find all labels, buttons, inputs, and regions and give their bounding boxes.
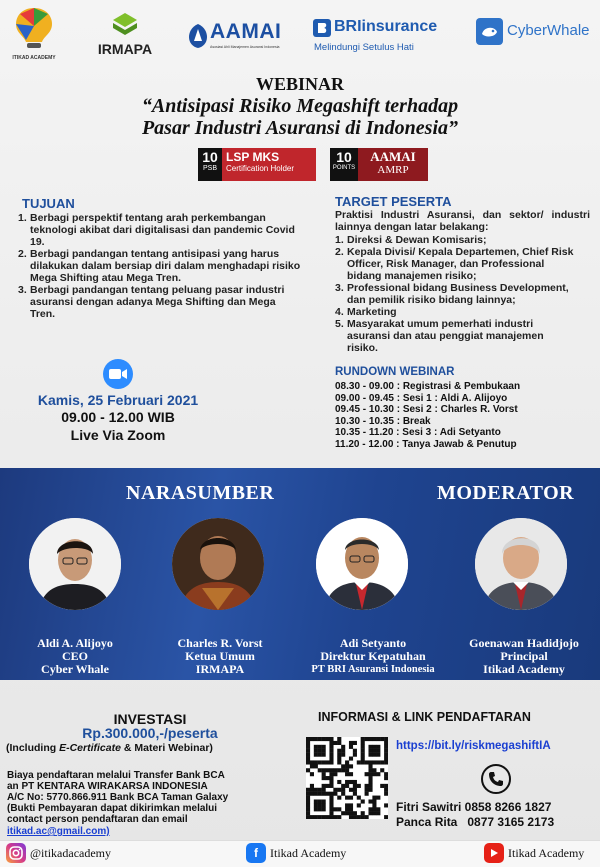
tujuan-item [18, 212, 303, 248]
target-item [335, 282, 575, 306]
itikad-logo-icon [14, 6, 54, 50]
cyberwhale-logo-text: CyberWhale [507, 22, 590, 39]
aamai-logo-subtitle: Asosiasi Ahli Manajemen Asuransi Indonesia [210, 45, 280, 49]
bank-info-line: an PT KENTARA WIRAKARSA INDONESIA [7, 781, 208, 792]
speaker-caption-charles [150, 637, 290, 676]
moderator-photo-goenawan [475, 518, 567, 610]
target-item [335, 318, 575, 354]
bank-info [7, 770, 297, 825]
target-item [335, 306, 575, 318]
speaker-photo-aldi [29, 518, 121, 610]
event-date: Kamis, 25 Februari 2021 [37, 392, 199, 408]
target-item-text: Masyarakat umum pemerhati industri asuransi dan atau penggiat manajemen risiko. [347, 318, 544, 354]
target-title: TARGET PESERTA [335, 194, 452, 209]
irmapa-logo-text: IRMAPA [97, 41, 153, 57]
speaker-caption-adi [294, 637, 452, 676]
rundown-list [335, 381, 595, 450]
speaker-name: Goenawan Hadidjojo [469, 636, 579, 650]
webinar-title-line2: Pasar Industri Asuransi di Indonesia” [141, 117, 459, 139]
tujuan-list [18, 212, 303, 320]
instagram-icon [6, 843, 26, 863]
psb-label: PSB [202, 165, 217, 172]
rundown-item: 10.35 - 11.20 : Sesi 3 : Adi Setyanto [335, 427, 501, 438]
speaker-name: Charles R. Vorst [177, 636, 263, 650]
target-intro: Praktisi Industri Asuransi, dan sektor/ industri lainnya dengan latar belakang: [335, 209, 590, 233]
webinar-title-line1: “Antisipasi Risiko Megashift terhadap [141, 95, 459, 117]
aamai-amrp-badge [330, 148, 428, 181]
itikad-logo-text: ITIKAD ACADEMY [12, 55, 56, 61]
qr-code-icon [306, 737, 388, 819]
info-title: INFORMASI & LINK PENDAFTARAN [318, 710, 531, 724]
target-item-text: Marketing [347, 306, 397, 318]
investasi-includes [6, 742, 306, 754]
youtube-name: Itikad Academy [508, 845, 585, 860]
youtube-icon [484, 843, 504, 863]
narasumber-title: NARASUMBER [126, 482, 275, 504]
tujuan-title: TUJUAN [22, 196, 75, 211]
logo-bri-insurance [312, 16, 440, 54]
psb-box [198, 148, 222, 181]
target-item-number: 5. [335, 318, 344, 330]
rundown-item: 11.20 - 12.00 : Tanya Jawab & Penutup [335, 438, 517, 450]
logo-cyberwhale [476, 18, 596, 48]
lsp-mks-badge [198, 148, 316, 181]
target-item-text: Professional bidang Business Development, dan pemilik risiko bidang lainnya; [347, 282, 569, 306]
target-list [335, 234, 575, 354]
contact-panca: Panca Rita 0877 3165 2173 [396, 815, 555, 829]
logo-aamai [188, 20, 283, 54]
logo-itikad [8, 6, 60, 68]
youtube-link[interactable] [484, 843, 584, 863]
bank-info-line: (Bukti Pembayaran dapat dikirimkan melalui [7, 803, 218, 814]
speaker-role: Ketua Umum [185, 649, 255, 663]
rundown-item: 09.45 - 10.30 : Sesi 2 : Charles R. Vorst [335, 404, 518, 415]
lsp-title: LSP MKS [226, 150, 280, 164]
moderator-caption-goenawan [452, 637, 596, 676]
lsp-box [222, 148, 316, 181]
facebook-name: Itikad Academy [270, 845, 347, 860]
facebook-icon: f [246, 843, 266, 863]
contact-fitri: Fitri Sawitri 0858 8266 1827 [396, 800, 552, 814]
event-venue: Live Via Zoom [70, 427, 166, 443]
qr-code[interactable] [306, 737, 388, 819]
speaker-org: Cyber Whale [41, 662, 109, 676]
target-item-number: 1. [335, 234, 344, 246]
speaker-org: Itikad Academy [483, 662, 565, 676]
speaker-photo-adi [316, 518, 408, 610]
logo-irmapa [90, 12, 160, 57]
target-item-number: 4. [335, 306, 344, 318]
points-label: POINTS [332, 165, 356, 171]
bri-logo-icon [312, 18, 332, 38]
speaker-role: Direktur Kepatuhan [320, 649, 426, 663]
speaker-org: PT BRI Asuransi Indonesia [311, 664, 435, 675]
amrp-aamai: AAMAI [370, 149, 416, 164]
bank-info-line: A/C No: 5770.866.911 Bank BCA Taman Galaxy [7, 792, 229, 803]
target-item-number: 2. [335, 246, 344, 258]
speaker-caption-aldi [5, 637, 145, 676]
speaker-photo-charles [172, 518, 264, 610]
amrp-label: AMRP [377, 164, 409, 176]
bri-tagline: Melindungi Setulus Hati [314, 42, 414, 53]
bri-logo-text: BRIinsurance [334, 18, 438, 35]
tujuan-item-number: 1. [18, 212, 27, 224]
tujuan-item-number: 2. [18, 248, 27, 260]
includes-pre: (Including [6, 742, 60, 754]
rundown-title: RUNDOWN WEBINAR [335, 366, 455, 378]
instagram-handle: @itikadacademy [30, 845, 112, 860]
rundown-item: 09.00 - 09.45 : Sesi 1 : Aldi A. Alijoyo [335, 392, 508, 404]
speaker-name: Aldi A. Alijoyo [37, 636, 113, 650]
speaker-name: Adi Setyanto [339, 636, 407, 650]
registration-link[interactable]: https://bit.ly/riskmegashiftIA [396, 740, 551, 752]
lsp-subtitle: Certification Holder [226, 164, 295, 173]
phone-icon [481, 764, 511, 794]
target-item-text: Direksi & Dewan Komisaris; [347, 234, 487, 246]
cyberwhale-logo-icon [476, 18, 503, 45]
points-value: 10 [336, 149, 352, 165]
includes-post: & Materi Webinar) [120, 742, 213, 754]
aamai-logo-text: AAMAI [210, 20, 282, 43]
psb-points: 10 [202, 149, 218, 165]
speaker-org: IRMAPA [195, 662, 245, 676]
amrp-box [358, 148, 428, 181]
event-time: 09.00 - 12.00 WIB [61, 409, 175, 425]
bank-info-line: Biaya pendaftaran melalui Transfer Bank BCA [7, 770, 225, 781]
speaker-role: CEO [61, 649, 88, 663]
rundown-item: 08.30 - 09.00 : Registrasi & Pembukaan [335, 381, 521, 392]
speaker-role: Principal [500, 649, 548, 663]
investasi-price: Rp.300.000,-/peserta [82, 725, 218, 741]
moderator-title: MODERATOR [437, 482, 575, 504]
instagram-link[interactable] [6, 843, 111, 863]
irmapa-logo-icon [112, 12, 138, 38]
tujuan-item [18, 248, 303, 284]
webinar-kicker: WEBINAR [255, 74, 344, 94]
aamai-logo-icon [188, 23, 208, 49]
target-item [335, 246, 575, 282]
target-item [335, 234, 575, 246]
facebook-link[interactable] [246, 843, 346, 863]
target-item-number: 3. [335, 282, 344, 294]
target-item-text: Kepala Divisi/ Kepala Departemen, Chief Risk Officer, Risk Manager, dan Professional bidang manajemen risiko; [347, 246, 574, 282]
tujuan-item [18, 284, 303, 320]
tujuan-item-number: 3. [18, 284, 27, 296]
investasi-title: INVESTASI [113, 711, 187, 727]
points-box [330, 148, 358, 181]
bank-info-line: contact person pendaftaran dan email [7, 814, 188, 825]
tujuan-item-text: Berbagi perspektif tentang arah perkembangan teknologi akibat dari digitalisasi dan pandemic Covid 19. [30, 212, 295, 248]
tujuan-item-text: Berbagi pandangan tentang peluang pasar industri asuransi dengan adanya Mega Shifting dan Mega Tren. [30, 284, 285, 320]
rundown-item: 10.30 - 10.35 : Break [335, 415, 431, 427]
email-link[interactable]: itikad.ac@gmail.com) [7, 826, 110, 837]
tujuan-item-text: Berbagi pandangan tentang antisipasi yang harus dilakukan dalam bersiap diri dalam menghadapi risiko Mega Shifting atau Mega Tren. [30, 248, 301, 284]
includes-em: E-Certificate [59, 742, 121, 754]
zoom-icon [103, 359, 133, 389]
